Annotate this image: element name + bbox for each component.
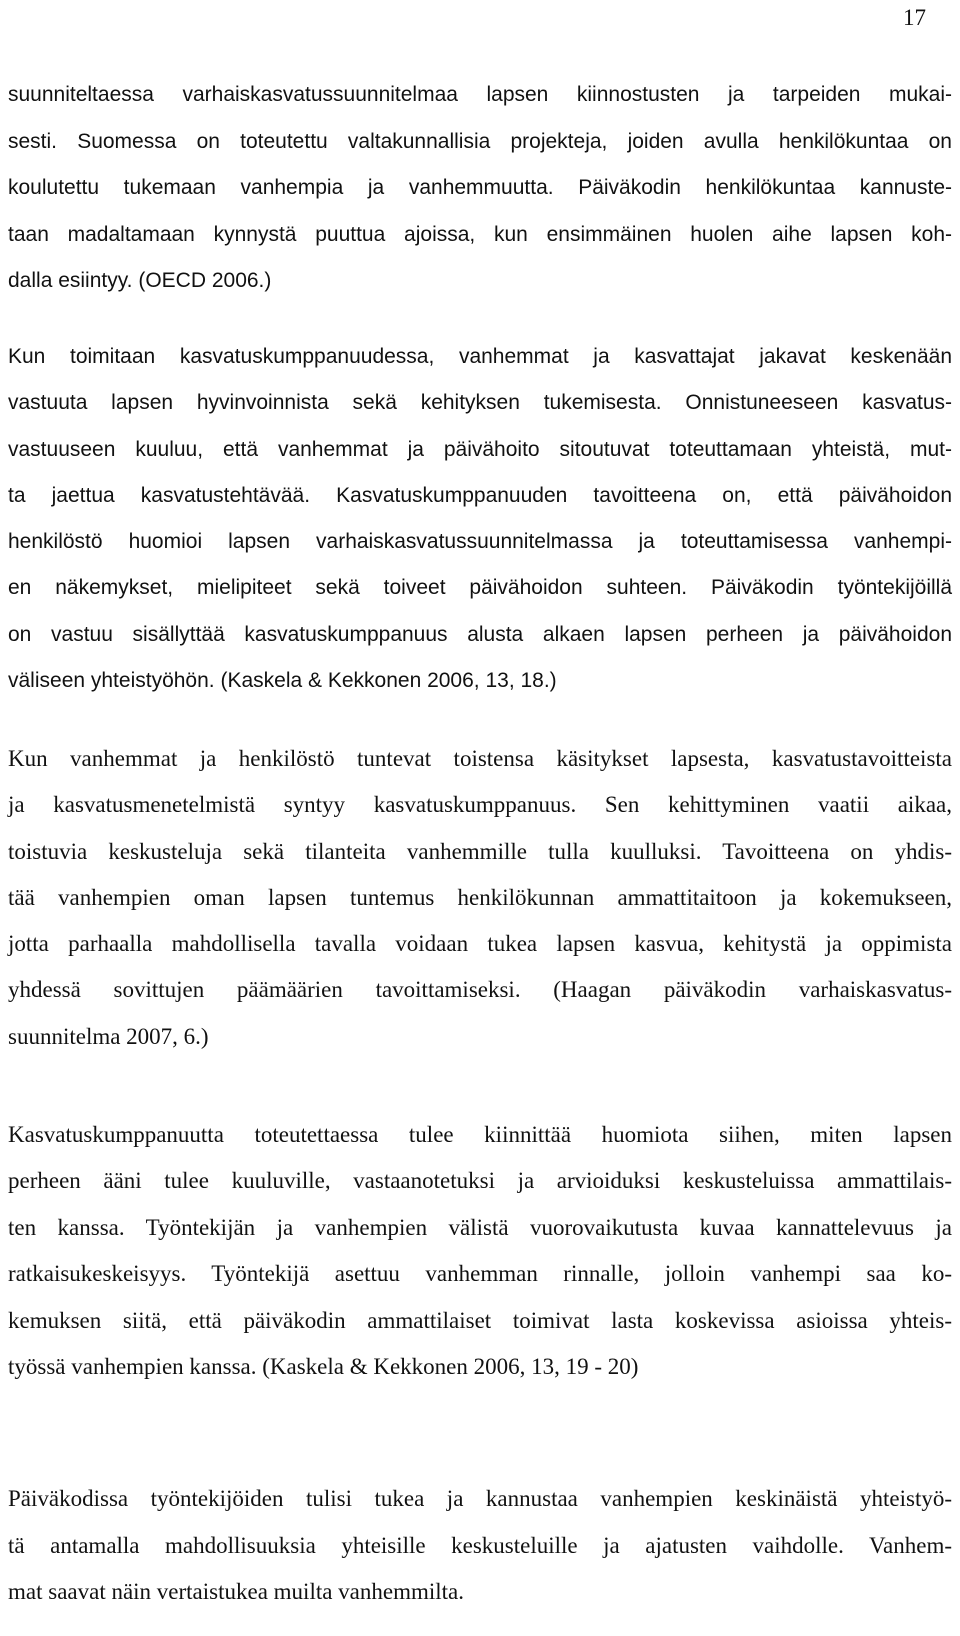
paragraph-line: työssä vanhempien kanssa. (Kaskela & Kekkonen 2006, 13, 19 - 20) — [8, 1354, 639, 1380]
paragraph-line: kemuksen siitä, että päiväkodin ammattilaiset toimivat lasta koskevissa asioissa yhteis- — [8, 1307, 952, 1333]
paragraph-line: Kun toimitaan kasvatuskumppanuudessa, vanhemmat ja kasvattajat jakavat keskenään — [8, 345, 952, 368]
paragraph-line: taan madaltamaan kynnystä puuttua ajoissa, kun ensimmäinen huolen aihe lapsen koh- — [8, 222, 952, 246]
paragraph-line: ratkaisukeskeisyys. Työntekijä asettuu vanhemman rinnalle, jolloin vanhempi saa ko- — [8, 1261, 952, 1287]
paragraph-line: suunnitelma 2007, 6.) — [8, 1023, 209, 1049]
paragraph-line: ta jaettua kasvatustehtävää. Kasvatuskumppanuuden tavoitteena on, että päivähoidon — [8, 483, 952, 507]
paragraph-1 — [8, 72, 952, 305]
paragraph-4 — [8, 1112, 952, 1390]
paragraph-line: perheen ääni tulee kuuluville, vastaanotetuksi ja arvioiduksi keskusteluissa ammattilais- — [8, 1168, 952, 1194]
paragraph-line: toistuvia keskusteluja sekä tilanteita vanhemmille tulla kuulluksi. Tavoitteena on yhdis- — [8, 838, 952, 864]
paragraph-line: yhdessä sovittujen päämäärien tavoittamiseksi. (Haagan päiväkodin varhaiskasvatus- — [8, 977, 952, 1003]
paragraph-line: henkilöstö huomioi lapsen varhaiskasvatussuunnitelmassa ja toteuttamisessa vanhempi- — [8, 530, 952, 554]
paragraph-line: on vastuu sisällyttää kasvatuskumppanuus alusta alkaen lapsen perheen ja päivähoidon — [8, 622, 952, 646]
paragraph-line: väliseen yhteistyöhön. (Kaskela & Kekkonen 2006, 13, 18.) — [8, 669, 557, 693]
paragraph-line: Kasvatuskumppanuutta toteutettaessa tulee kiinnittää huomiota siihen, miten lapsen — [8, 1122, 952, 1147]
paragraph-line: jotta parhaalla mahdollisella tavalla voidaan tukea lapsen kasvua, kehitystä ja oppimista — [8, 931, 952, 957]
paragraph-line: vastuuta lapsen hyvinvoinnista sekä kehityksen tukemisesta. Onnistuneeseen kasvatus- — [8, 391, 952, 415]
paragraph-line: tä antamalla mahdollisuuksia yhteisille keskusteluille ja ajatusten vaihdolle. Vanhem- — [8, 1532, 952, 1558]
paragraph-line: dalla esiintyy. (OECD 2006.) — [8, 269, 272, 292]
paragraph-line: Päiväkodissa työntekijöiden tulisi tukea ja kannustaa vanhempien keskinäistä yhteistyö- — [8, 1486, 952, 1511]
paragraph-line: Kun vanhemmat ja henkilöstö tuntevat toistensa käsitykset lapsesta, kasvatustavoitteista — [8, 746, 952, 771]
paragraph-2 — [8, 334, 952, 704]
paragraph-line: vastuuseen kuuluu, että vanhemmat ja päivähoito sitoutuvat toteuttamaan yhteistä, mut- — [8, 437, 952, 461]
paragraph-line: tää vanhempien oman lapsen tuntemus henkilökunnan ammattitaitoon ja kokemukseen, — [8, 884, 952, 910]
paragraph-5 — [8, 1476, 952, 1616]
paragraph-3 — [8, 736, 952, 1060]
paragraph-line: ja kasvatusmenetelmistä syntyy kasvatuskumppanuus. Sen kehittyminen vaatii aikaa, — [8, 792, 952, 818]
paragraph-line: mat saavat näin vertaistukea muilta vanhemmilta. — [8, 1579, 465, 1604]
paragraph-line: ten kanssa. Työntekijän ja vanhempien välistä vuorovaikutusta kuvaa kannattelevuus ja — [8, 1214, 952, 1240]
paragraph-line: koulutettu tukemaan vanhempia ja vanhemmuutta. Päiväkodin henkilökuntaa kannuste- — [8, 176, 952, 199]
paragraph-line: en näkemykset, mielipiteet sekä toiveet päivähoidon suhteen. Päiväkodin työntekijöillä — [8, 576, 952, 600]
paragraph-line: sesti. Suomessa on toteutettu valtakunnallisia projekteja, joiden avulla henkilökuntaa on — [8, 129, 952, 153]
paragraph-line: suunniteltaessa varhaiskasvatussuunnitelmaa lapsen kiinnostusten ja tarpeiden mukai- — [8, 83, 952, 106]
page-number: 17 — [903, 5, 926, 30]
